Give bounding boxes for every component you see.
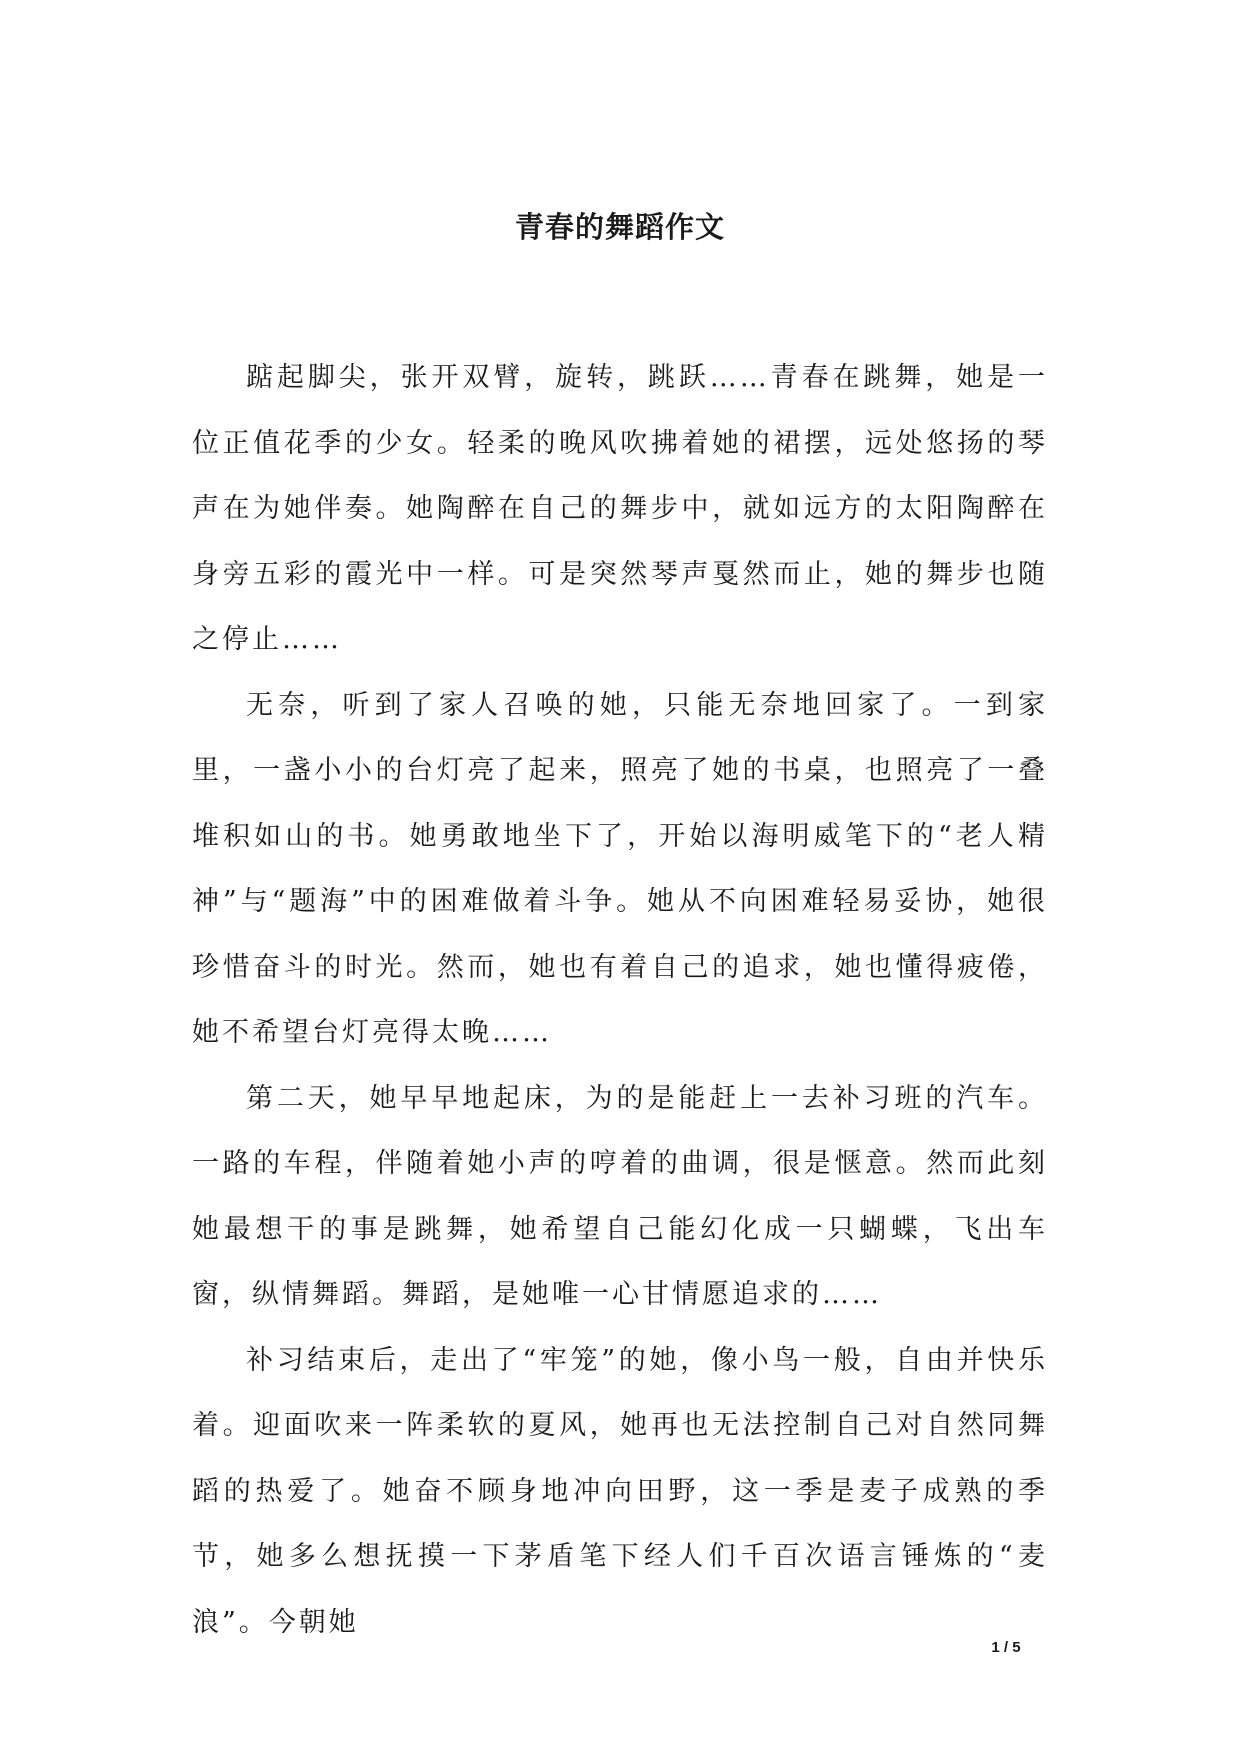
- document-body: [192, 345, 1048, 1655]
- paragraph: 补习结束后，走出了“牢笼”的她，像小鸟一般，自由并快乐着。迎面吹来一阵柔软的夏风，她再也无法控制自己对自然同舞蹈的热爱了。她奋不顾身地冲向田野，这一季是麦子成熟的季节，她多么想抚摸一下茅盾笔下经人们千百次语言锤炼的“麦浪”。今朝她: [192, 1344, 1048, 1638]
- paragraph: 无奈，听到了家人召唤的她，只能无奈地回家了。一到家里，一盏小小的台灯亮了起来，照亮了她的书桌，也照亮了一叠堆积如山的书。她勇敢地坐下了，开始以海明威笔下的“老人精神”与“题海”中的困难做着斗争。她从不向困难轻易妥协，她很珍惜奋斗的时光。然而，她也有着自己的追求，她也懂得疲倦，她不希望台灯亮得太晚……: [192, 689, 1048, 1048]
- paragraph: 踮起脚尖，张开双臂，旋转，跳跃……青春在跳舞，她是一位正值花季的少女。轻柔的晚风吹拂着她的裙摆，远处悠扬的琴声在为她伴奏。她陶醉在自己的舞步中，就如远方的太阳陶醉在身旁五彩的霞光中一样。可是突然琴声戛然而止，她的舞步也随之停止……: [192, 362, 1048, 655]
- paragraph: 第二天，她早早地起床，为的是能赶上一去补习班的汽车。一路的车程，伴随着她小声的哼着的曲调，很是惬意。然而此刻她最想干的事是跳舞，她希望自己能幻化成一只蝴蝶，飞出车窗，纵情舞蹈。舞蹈，是她唯一心甘情愿追求的……: [192, 1082, 1048, 1310]
- document-title: 青春的舞蹈作文: [514, 210, 725, 245]
- page-number: 1 / 5: [991, 1639, 1021, 1656]
